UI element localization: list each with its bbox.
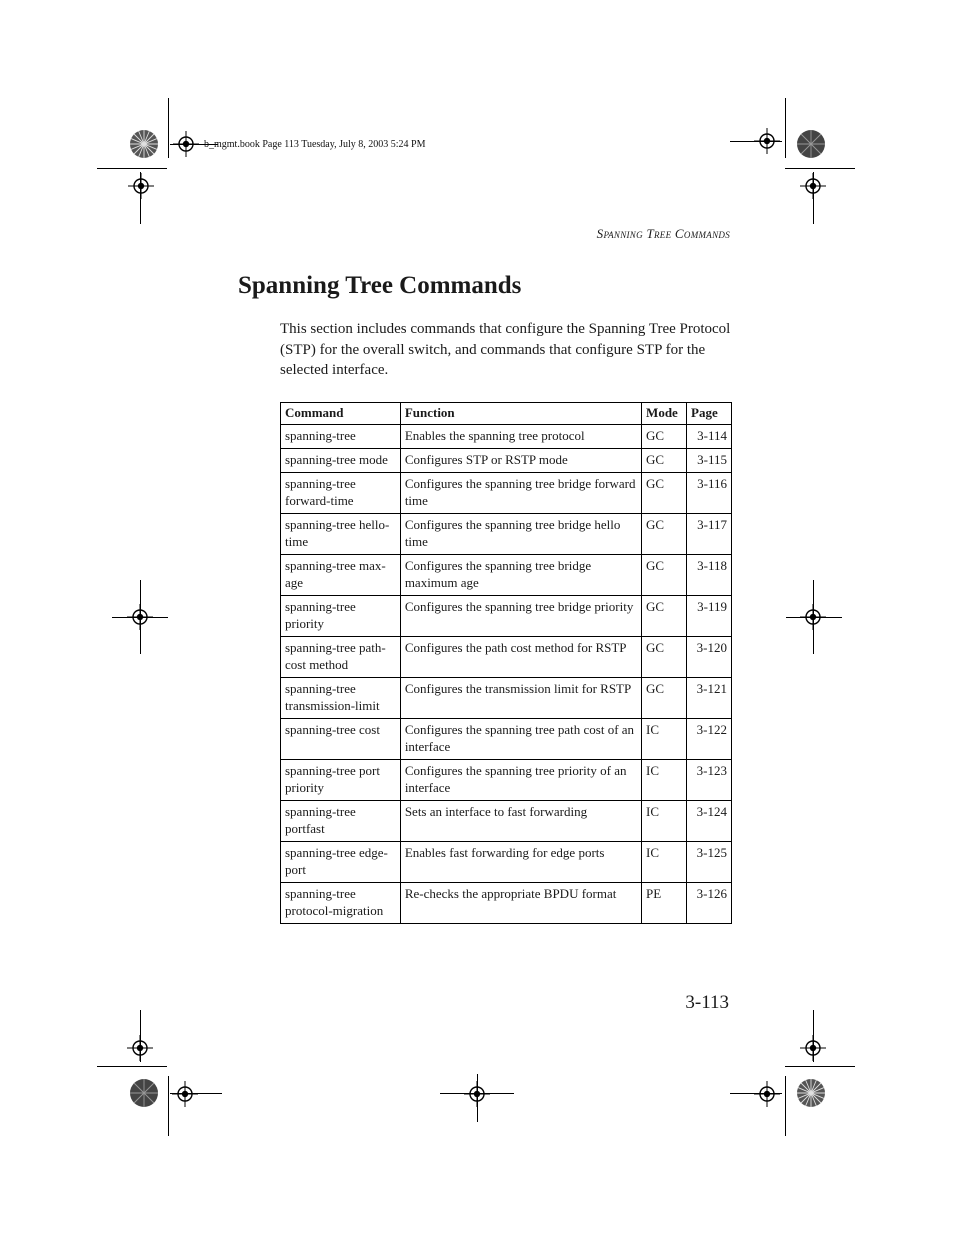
cell-page: 3-117 <box>687 514 732 555</box>
cell-command: spanning-tree transmission-limit <box>281 678 401 719</box>
crosshair-registration-mark-icon <box>800 1035 826 1061</box>
cell-page: 3-115 <box>687 449 732 473</box>
cell-mode: IC <box>642 801 687 842</box>
cell-mode: IC <box>642 760 687 801</box>
crosshair-registration-mark-icon <box>754 128 780 154</box>
cell-command: spanning-tree mode <box>281 449 401 473</box>
column-header-mode: Mode <box>642 403 687 425</box>
crosshair-registration-mark-icon <box>172 1081 198 1107</box>
starburst-target-icon <box>796 129 826 159</box>
table-row <box>281 842 732 883</box>
crop-line <box>97 168 167 169</box>
crosshair-registration-mark-icon <box>173 131 199 157</box>
cell-page: 3-119 <box>687 596 732 637</box>
running-header: Spanning Tree Commands <box>596 226 730 241</box>
cell-command: spanning-tree <box>281 425 401 449</box>
cell-page: 3-126 <box>687 883 732 924</box>
table-row <box>281 449 732 473</box>
cell-command: spanning-tree port priority <box>281 760 401 801</box>
cell-function: Sets an interface to fast forwarding <box>400 801 641 842</box>
cell-function: Enables the spanning tree protocol <box>400 425 641 449</box>
cell-page: 3-121 <box>687 678 732 719</box>
table-body <box>281 425 732 924</box>
cell-command: spanning-tree protocol-migration <box>281 883 401 924</box>
page-number: 3-113 <box>685 992 729 1013</box>
cell-page: 3-114 <box>687 425 732 449</box>
cell-function: Configures the spanning tree priority of an interface <box>400 760 641 801</box>
cell-mode: GC <box>642 555 687 596</box>
cell-page: 3-120 <box>687 637 732 678</box>
table-row <box>281 637 732 678</box>
crop-line <box>168 1076 169 1136</box>
crosshair-registration-mark-icon <box>754 1081 780 1107</box>
cell-mode: GC <box>642 678 687 719</box>
table-row <box>281 514 732 555</box>
cell-command: spanning-tree priority <box>281 596 401 637</box>
cell-page: 3-124 <box>687 801 732 842</box>
cell-command: spanning-tree cost <box>281 719 401 760</box>
table-row <box>281 760 732 801</box>
column-header-command: Command <box>281 403 401 425</box>
starburst-target-icon <box>796 1078 826 1108</box>
crop-line <box>785 1076 786 1136</box>
cell-page: 3-123 <box>687 760 732 801</box>
cell-function: Re-checks the appropriate BPDU format <box>400 883 641 924</box>
cell-mode: GC <box>642 449 687 473</box>
column-header-page: Page <box>687 403 732 425</box>
cell-command: spanning-tree path-cost method <box>281 637 401 678</box>
cell-function: Configures the spanning tree bridge forward time <box>400 473 641 514</box>
cell-page: 3-122 <box>687 719 732 760</box>
cell-command: spanning-tree hello-time <box>281 514 401 555</box>
cell-page: 3-118 <box>687 555 732 596</box>
crop-line <box>168 98 169 158</box>
section-title: Spanning Tree Commands <box>238 272 522 299</box>
cell-function: Configures the path cost method for RSTP <box>400 637 641 678</box>
cell-page: 3-125 <box>687 842 732 883</box>
cell-mode: GC <box>642 473 687 514</box>
cell-command: spanning-tree edge-port <box>281 842 401 883</box>
crosshair-registration-mark-icon <box>800 604 826 630</box>
table-row <box>281 596 732 637</box>
cell-function: Configures the transmission limit for RSTP <box>400 678 641 719</box>
cell-mode: GC <box>642 514 687 555</box>
table-row <box>281 719 732 760</box>
table-row <box>281 883 732 924</box>
cell-command: spanning-tree forward-time <box>281 473 401 514</box>
starburst-target-icon <box>129 1078 159 1108</box>
table-row <box>281 678 732 719</box>
cell-function: Configures the spanning tree bridge hello time <box>400 514 641 555</box>
intro-paragraph: This section includes commands that configure the Spanning Tree Protocol (STP) for the overall switch, and commands that configure STP for the selected interface. <box>280 321 731 378</box>
cell-mode: GC <box>642 637 687 678</box>
table-row <box>281 801 732 842</box>
table-row <box>281 555 732 596</box>
table-header-row <box>281 403 732 425</box>
cell-command: spanning-tree max-age <box>281 555 401 596</box>
column-header-function: Function <box>400 403 641 425</box>
table-row <box>281 425 732 449</box>
cell-command: spanning-tree portfast <box>281 801 401 842</box>
cell-mode: GC <box>642 596 687 637</box>
cell-mode: GC <box>642 425 687 449</box>
cell-function: Configures STP or RSTP mode <box>400 449 641 473</box>
print-slug: b_mgmt.book Page 113 Tuesday, July 8, 2003 5:24 PM <box>204 139 426 150</box>
crosshair-registration-mark-icon <box>127 1035 153 1061</box>
starburst-target-icon <box>129 129 159 159</box>
cell-mode: IC <box>642 842 687 883</box>
crosshair-registration-mark-icon <box>464 1081 490 1107</box>
crosshair-registration-mark-icon <box>128 173 154 199</box>
cell-page: 3-116 <box>687 473 732 514</box>
cell-mode: PE <box>642 883 687 924</box>
crosshair-registration-mark-icon <box>800 173 826 199</box>
cell-function: Enables fast forwarding for edge ports <box>400 842 641 883</box>
crop-line <box>97 1066 167 1067</box>
command-table <box>280 402 732 924</box>
cell-function: Configures the spanning tree bridge maximum age <box>400 555 641 596</box>
cell-function: Configures the spanning tree path cost of an interface <box>400 719 641 760</box>
cell-mode: IC <box>642 719 687 760</box>
table-row <box>281 473 732 514</box>
crop-line <box>785 98 786 158</box>
cell-function: Configures the spanning tree bridge priority <box>400 596 641 637</box>
crosshair-registration-mark-icon <box>127 604 153 630</box>
crop-line <box>785 168 855 169</box>
crop-line <box>785 1066 855 1067</box>
